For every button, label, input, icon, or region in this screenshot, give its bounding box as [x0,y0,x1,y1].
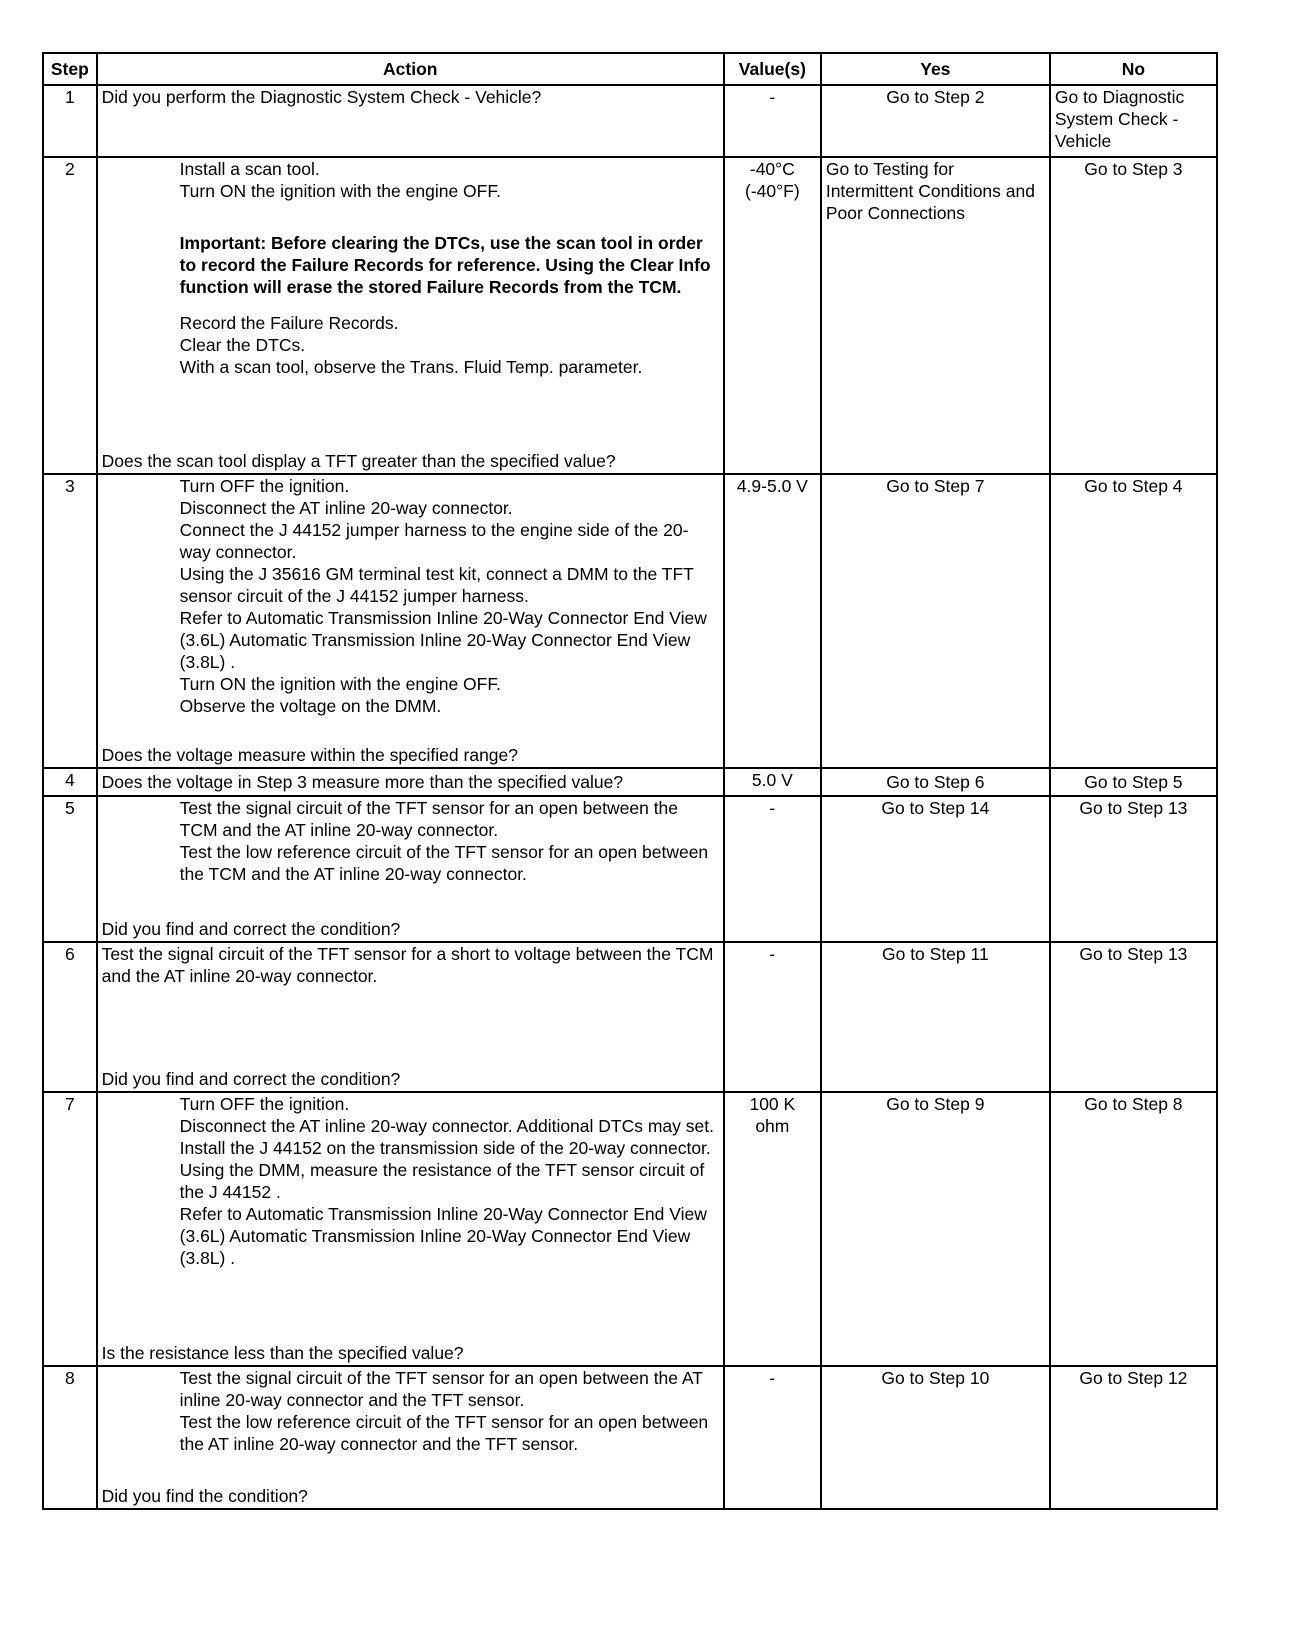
step-number: 7 [43,1092,97,1366]
action-line: Test the signal circuit of the TFT sensor for a short to voltage between the TCM and the AT inline 20-way connector. [101,944,714,986]
action-line: Test the signal circuit of the TFT sensor for an open between the TCM and the AT inline 20-way connector. [179,798,679,840]
no-cell: Go to Step 5 [1050,768,1217,796]
yes-cell: Go to Step 11 [821,942,1050,1092]
header-no: No [1050,53,1217,85]
yes-cell: Go to Step 7 [821,474,1050,768]
table-row-step-5 [43,796,1217,942]
action-line: Clear the DTCs. [179,335,306,355]
important-note: Important: Before clearing the DTCs, use the scan tool in order to record the Failure Records for reference. Using the Clear Info function will erase the stored Failure Records from the TCM. [179,233,711,297]
step-number: 4 [43,768,97,796]
table-row-step-6 [43,942,1217,1092]
action-line: Observe the voltage on the DMM. [179,696,442,716]
header-yes: Yes [821,53,1050,85]
action-cell [97,474,724,768]
action-line: Record the Failure Records. [179,313,399,333]
no-cell: Go to Step 3 [1050,157,1217,474]
question-text: Did you find and correct the condition? [101,919,401,939]
table-row-step-7 [43,1092,1217,1366]
action-cell [97,768,724,796]
question-text: Is the resistance less than the specified value? [101,1343,464,1363]
action-steps [102,1367,719,1455]
action-line: Test the signal circuit of the TFT sensor for an open between the AT inline 20-way connector and the TFT sensor. [179,1368,703,1410]
yes-cell: Go to Step 2 [821,85,1050,157]
action-line: Refer to Automatic Transmission Inline 20-Way Connector End View (3.6L) Automatic Transmission Inline 20-Way Connector End View (3.8L) . [179,1204,707,1268]
yes-cell: Go to Step 10 [821,1366,1050,1509]
question-text: Does the voltage measure within the specified range? [101,745,519,765]
action-steps [102,475,719,717]
yes-cell: Go to Step 9 [821,1092,1050,1366]
value-cell: - [724,85,821,157]
step-number: 3 [43,474,97,768]
yes-cell: Go to Testing for Intermittent Conditions and Poor Connections [821,157,1050,474]
action-line: Turn OFF the ignition. [179,476,350,496]
action-line: Turn ON the ignition with the engine OFF. [179,674,501,694]
action-line: Test the low reference circuit of the TFT sensor for an open between the TCM and the AT inline 20-way connector. [179,842,709,884]
header-row [43,53,1217,85]
yes-cell: Go to Step 14 [821,796,1050,942]
action-line: Turn ON the ignition with the engine OFF. [179,181,501,201]
action-cell [97,157,724,474]
value-cell: -40°C (-40°F) [724,157,821,474]
yes-cell: Go to Step 6 [821,768,1050,796]
value-cell: 4.9-5.0 V [724,474,821,768]
action-line: Disconnect the AT inline 20-way connector. Additional DTCs may set. [179,1116,714,1136]
value-cell: 100 K ohm [724,1092,821,1366]
action-line: Install the J 44152 on the transmission side of the 20-way connector. [179,1138,711,1158]
table-row-step-1 [43,85,1217,157]
action-steps [102,943,719,987]
no-cell: Go to Step 4 [1050,474,1217,768]
action-line: Using the J 35616 GM terminal test kit, connect a DMM to the TFT sensor circuit of the J 44152 jumper harness. [179,564,694,606]
value-cell: 5.0 V [724,768,821,796]
action-line: Using the DMM, measure the resistance of the TFT sensor circuit of the J 44152 . [179,1160,705,1202]
step-number: 8 [43,1366,97,1509]
table-row-step-4 [43,768,1217,796]
header-values: Value(s) [724,53,821,85]
action-line: Install a scan tool. [179,159,320,179]
step-number: 1 [43,85,97,157]
no-cell: Go to Step 13 [1050,796,1217,942]
action-cell [97,942,724,1092]
no-cell: Go to Step 13 [1050,942,1217,1092]
no-cell: Go to Diagnostic System Check - Vehicle [1050,85,1217,157]
question-text: Did you find the condition? [101,1486,308,1506]
action-line: Turn OFF the ignition. [179,1094,350,1114]
action-steps [102,158,719,378]
action-cell [97,1366,724,1509]
action-steps [102,1093,719,1269]
header-action: Action [97,53,724,85]
table-row-step-2 [43,157,1217,474]
action-cell [97,796,724,942]
action-steps [102,797,719,885]
table-row-step-8 [43,1366,1217,1509]
question-text: Did you perform the Diagnostic System Check - Vehicle? [101,87,542,107]
header-step: Step [43,53,97,85]
action-line: Refer to Automatic Transmission Inline 20-Way Connector End View (3.6L) Automatic Transmission Inline 20-Way Connector End View (3.8L) . [179,608,707,672]
step-number: 5 [43,796,97,942]
action-cell [97,85,724,157]
question-text: Did you find and correct the condition? [101,1069,401,1089]
value-cell: - [724,796,821,942]
action-line: With a scan tool, observe the Trans. Fluid Temp. parameter. [179,357,643,377]
value-cell: - [724,1366,821,1509]
action-line: Disconnect the AT inline 20-way connector. [179,498,513,518]
step-number: 6 [43,942,97,1092]
value-cell: - [724,942,821,1092]
action-cell [97,1092,724,1366]
no-cell: Go to Step 8 [1050,1092,1217,1366]
diagnostic-table [42,52,1218,1510]
action-line: Connect the J 44152 jumper harness to the engine side of the 20-way connector. [179,520,689,562]
action-line: Test the low reference circuit of the TFT sensor for an open between the AT inline 20-way connector and the TFT sensor. [179,1412,709,1454]
question-text: Does the scan tool display a TFT greater than the specified value? [101,451,616,471]
table-row-step-3 [43,474,1217,768]
step-number: 2 [43,157,97,474]
question-text: Does the voltage in Step 3 measure more than the specified value? [101,772,624,792]
no-cell: Go to Step 12 [1050,1366,1217,1509]
